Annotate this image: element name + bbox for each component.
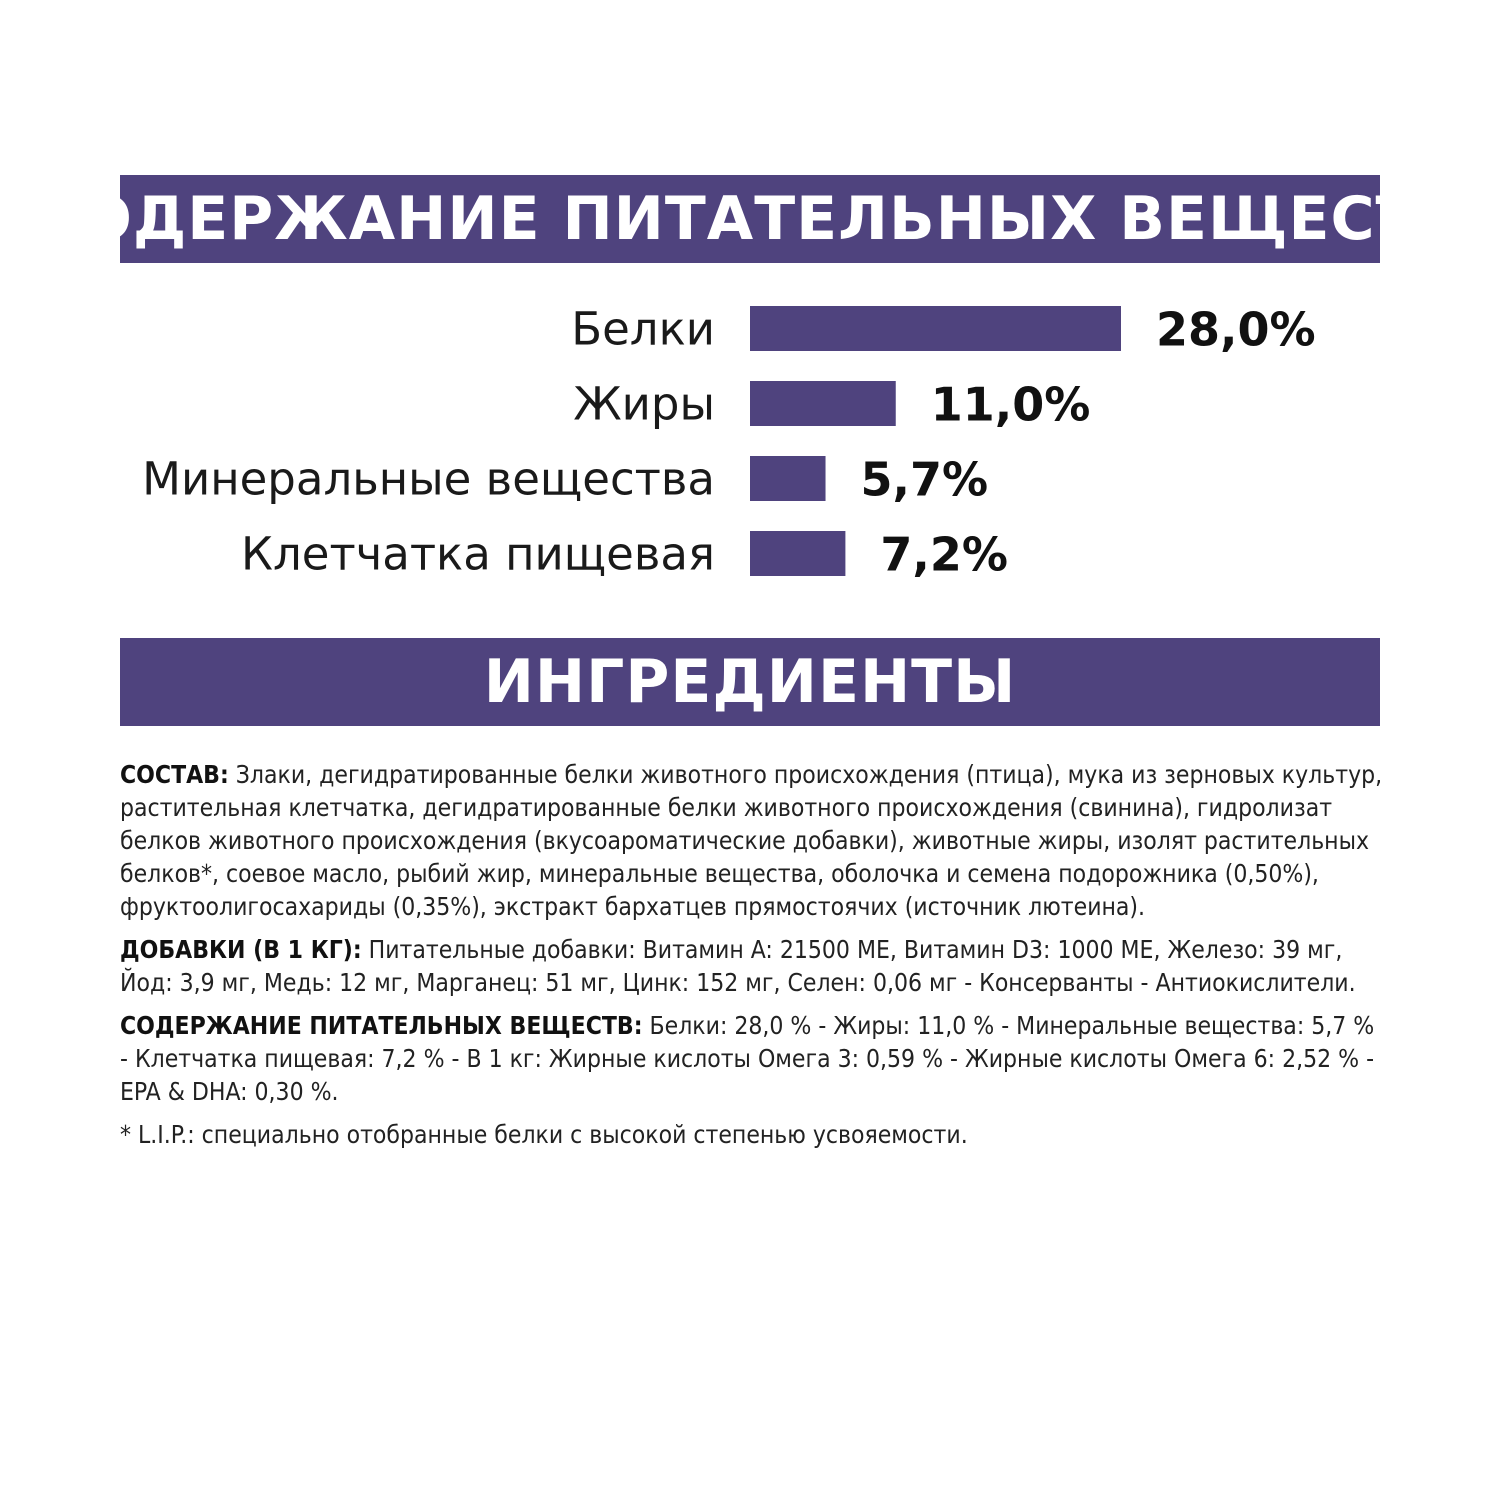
ingredients-text-block xyxy=(120,758,1385,1161)
nutrients-header xyxy=(35,175,1465,263)
value-label: 28,0% xyxy=(1156,302,1316,357)
composition-text: Злаки, дегидратированные белки животного происхождения (птица), мука из зерновых культур, растительная клетчатка, дегидратированные белки животного происхождения (свинина), гидролизат белков животного происхождения (вкусоароматические добавки), животные жиры, изолят растительных белков*, соевое масло, рыбий жир, минеральные вещества, оболочка и семена подорожника (0,50%), фруктоолигосахариды (0,35%), экстракт бархатцев прямостоячих (источник лютеина). xyxy=(120,760,1383,921)
additives-label: ДОБАВКИ (В 1 КГ): xyxy=(120,935,362,964)
value-label: 11,0% xyxy=(930,377,1091,432)
composition-paragraph xyxy=(120,758,1385,923)
ingredients-header-text: ИНГРЕДИЕНТЫ xyxy=(483,647,1017,717)
value-label: 5,7% xyxy=(860,452,989,507)
additives-paragraph xyxy=(120,933,1385,999)
bar xyxy=(750,531,845,576)
nutrient-bar-chart xyxy=(0,290,1500,600)
nutrients-text: Белки: 28,0 % - Жиры: 11,0 % - Минеральные вещества: 5,7 % - Клетчатка пищевая: 7,2 % - В 1 кг: Жирные кислоты Омега 3: 0,59 % - Жирные кислоты Омега 6: 2,52 % - EPA & DHA: 0,30 %. xyxy=(120,1011,1375,1106)
category-label: Белки xyxy=(571,302,715,356)
footnote: * L.I.P.: специально отобранные белки с высокой степенью усвояемости. xyxy=(120,1120,968,1149)
value-label: 7,2% xyxy=(880,527,1008,582)
nutrients-header-text: СОДЕРЖАНИЕ ПИТАТЕЛЬНЫХ ВЕЩЕСТВ xyxy=(35,184,1465,254)
composition-label: СОСТАВ: xyxy=(120,760,229,789)
additives-text: Питательные добавки: Витамин A: 21500 МЕ, Витамин D3: 1000 МЕ, Железо: 39 мг, Йод: 3,9 мг, Медь: 12 мг, Марганец: 51 мг, Цинк: 152 мг, Селен: 0,06 мг - Консерванты - Антиокислители. xyxy=(120,935,1356,997)
nutrients-paragraph xyxy=(120,1009,1385,1108)
category-label: Жиры xyxy=(573,377,715,431)
nutrients-label: СОДЕРЖАНИЕ ПИТАТЕЛЬНЫХ ВЕЩЕСТВ: xyxy=(120,1011,643,1040)
category-label: Клетчатка пищевая xyxy=(241,527,715,581)
category-label: Минеральные вещества xyxy=(142,452,715,506)
bar xyxy=(750,456,826,501)
bar xyxy=(750,306,1121,351)
ingredients-header xyxy=(120,638,1380,726)
bar xyxy=(750,381,896,426)
